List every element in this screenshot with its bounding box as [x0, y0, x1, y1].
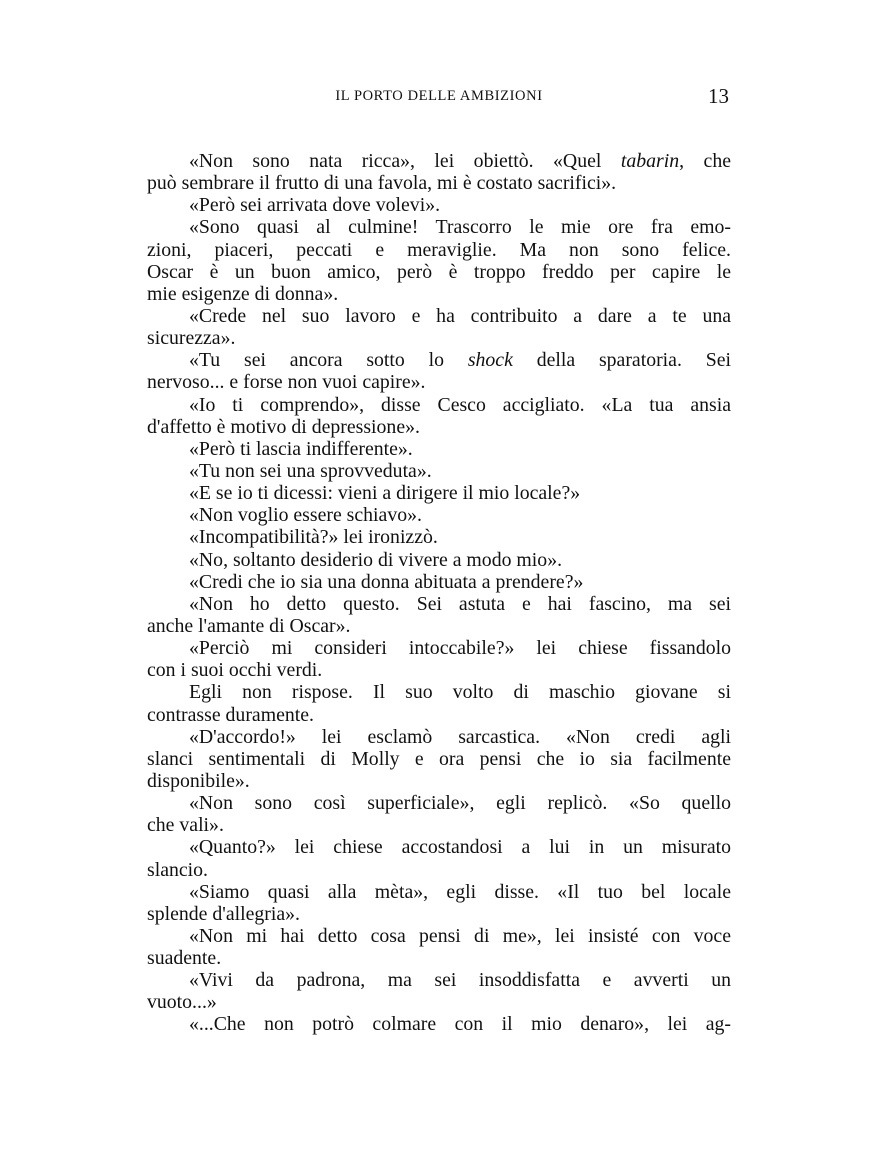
text-line: «Credi che io sia una donna abituata a prendere?» [189, 570, 584, 593]
text-line: «Però sei arrivata dove volevi». [189, 194, 441, 217]
page-number: 13 [708, 84, 729, 108]
text-line: «Non ho detto questo. Sei astuta e hai fascino, ma sei [189, 592, 731, 615]
italic-word: tabarin [620, 150, 680, 172]
text-line: con i suoi occhi verdi. [147, 659, 323, 682]
text-line: «Tu sei ancora sotto lo shock della sparatoria. Sei [189, 349, 731, 372]
text-line: slanci sentimentali di Molly e ora pensi che io sia facilmente [147, 747, 731, 770]
text-line: splende d'allegria». [147, 902, 300, 925]
text-line: suadente. [147, 947, 222, 970]
italic-word: shock [467, 349, 513, 372]
text-line: mie esigenze di donna». [147, 282, 339, 305]
text-line: «Perciò mi consideri intoccabile?» lei chiese fissandolo [189, 637, 731, 660]
text-line: «Sono quasi al culmine! Trascorro le mie ore fra emo- [189, 216, 731, 239]
text-line: «Io ti comprendo», disse Cesco accigliato. «La tua ansia [189, 393, 731, 416]
text-line: sicurezza». [147, 327, 236, 350]
text-line: «Vivi da padrona, ma sei insoddisfatta e avverti un [189, 969, 731, 992]
text-line: «Siamo quasi alla mèta», egli disse. «Il tuo bel locale [189, 880, 731, 903]
text-line: disponibile». [147, 769, 250, 792]
text-line: contrasse duramente. [147, 703, 314, 726]
text-line: d'affetto è motivo di depressione». [147, 415, 420, 438]
text-line: «E se io ti dicessi: vieni a dirigere il mio locale?» [189, 482, 581, 505]
text-line: può sembrare il frutto di una favola, mi è costato sacrifici». [147, 172, 617, 195]
text-line: «Non sono così superficiale», egli replicò. «So quello [189, 792, 731, 815]
text-line: «Incompatibilità?» lei ironizzò. [189, 526, 438, 549]
text-line: anche l'amante di Oscar». [147, 614, 351, 637]
text-line: «Tu non sei una sprovveduta». [189, 459, 432, 482]
text-line: «No, soltanto desiderio di vivere a modo mio». [189, 548, 563, 571]
text-line: «D'accordo!» lei esclamò sarcastica. «Non credi agli [189, 725, 731, 748]
text-line: «...Che non potrò colmare con il mio denaro», lei ag- [189, 1013, 731, 1036]
text-line: che vali». [147, 814, 224, 837]
text-line: Egli non rispose. Il suo volto di maschio giovane si [189, 681, 731, 704]
text-line: «Però ti lascia indifferente». [189, 437, 413, 460]
text-line: zioni, piaceri, peccati e meraviglie. Ma non sono felice. [147, 238, 731, 261]
text-line: «Non sono nata ricca», lei obiettò. «Quel tabarin, che [189, 150, 731, 172]
running-title: IL PORTO DELLE AMBIZIONI [335, 88, 543, 104]
text-line: «Quanto?» lei chiese accostandosi a lui in un misurato [189, 836, 731, 859]
text-line: vuoto...» [147, 991, 217, 1014]
text-line: «Non mi hai detto cosa pensi di me», lei insisté con voce [189, 924, 731, 947]
text-line: «Non voglio essere schiavo». [189, 504, 422, 527]
text-line: nervoso... e forse non vuoi capire». [147, 371, 426, 394]
text-line: slancio. [147, 858, 208, 881]
page-header [147, 84, 731, 110]
text-line: «Crede nel suo lavoro e ha contribuito a dare a te una [189, 304, 731, 327]
text-line: Oscar è un buon amico, però è troppo freddo per capire le [147, 260, 731, 283]
body-text [147, 150, 731, 1036]
